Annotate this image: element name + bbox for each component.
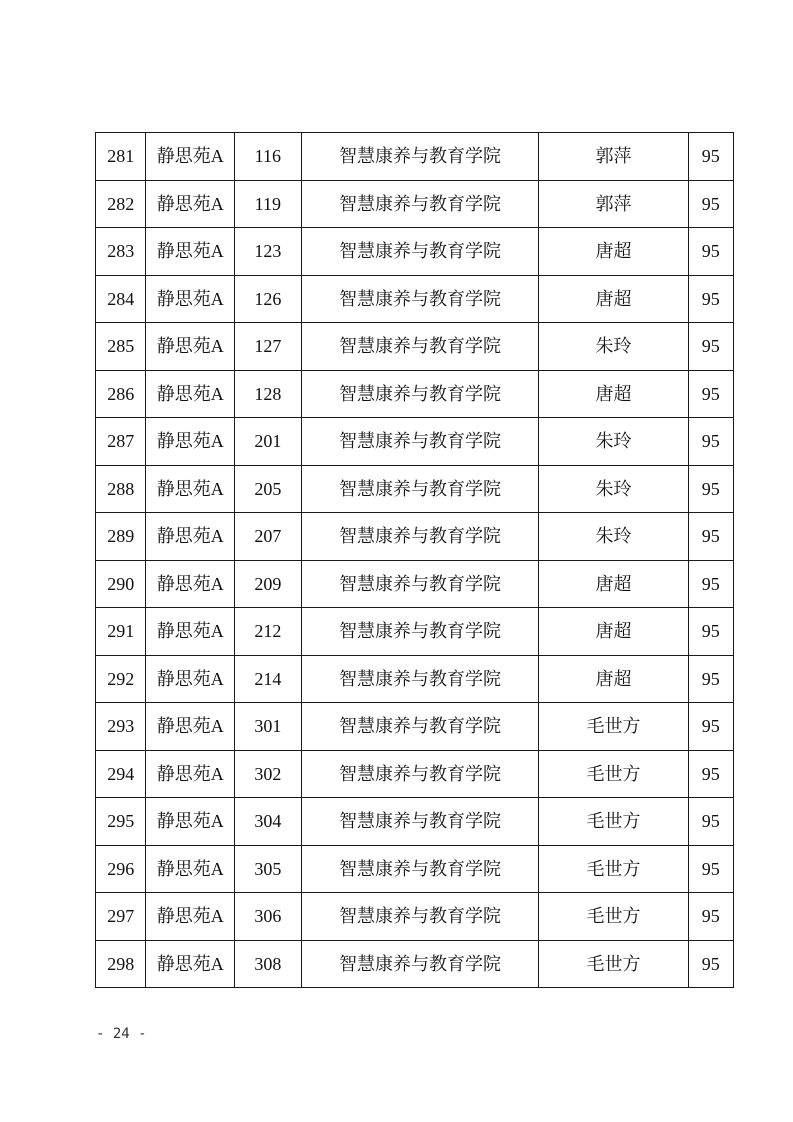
college-cell: 智慧康养与教育学院 <box>301 893 539 941</box>
score-cell: 95 <box>688 228 733 276</box>
teacher-cell: 唐超 <box>539 275 688 323</box>
teacher-cell: 郭萍 <box>539 133 688 181</box>
score-cell: 95 <box>688 513 733 561</box>
table-row <box>96 275 734 323</box>
row-number-cell: 284 <box>96 275 146 323</box>
table-row <box>96 940 734 988</box>
score-cell: 95 <box>688 275 733 323</box>
college-cell: 智慧康养与教育学院 <box>301 180 539 228</box>
teacher-cell: 毛世方 <box>539 893 688 941</box>
building-cell: 静思苑A <box>146 228 235 276</box>
college-cell: 智慧康养与教育学院 <box>301 513 539 561</box>
row-number-cell: 298 <box>96 940 146 988</box>
room-number-cell: 304 <box>235 798 302 846</box>
score-cell: 95 <box>688 798 733 846</box>
room-number-cell: 212 <box>235 608 302 656</box>
row-number-cell: 290 <box>96 560 146 608</box>
building-cell: 静思苑A <box>146 180 235 228</box>
teacher-cell: 朱玲 <box>539 418 688 466</box>
score-cell: 95 <box>688 418 733 466</box>
row-number-cell: 297 <box>96 893 146 941</box>
teacher-cell: 毛世方 <box>539 940 688 988</box>
teacher-cell: 唐超 <box>539 608 688 656</box>
college-cell: 智慧康养与教育学院 <box>301 845 539 893</box>
row-number-cell: 281 <box>96 133 146 181</box>
building-cell: 静思苑A <box>146 750 235 798</box>
table-row <box>96 560 734 608</box>
college-cell: 智慧康养与教育学院 <box>301 940 539 988</box>
score-cell: 95 <box>688 560 733 608</box>
table-row <box>96 370 734 418</box>
building-cell: 静思苑A <box>146 370 235 418</box>
college-cell: 智慧康养与教育学院 <box>301 560 539 608</box>
college-cell: 智慧康养与教育学院 <box>301 798 539 846</box>
building-cell: 静思苑A <box>146 418 235 466</box>
college-cell: 智慧康养与教育学院 <box>301 323 539 371</box>
college-cell: 智慧康养与教育学院 <box>301 370 539 418</box>
score-cell: 95 <box>688 940 733 988</box>
room-number-cell: 301 <box>235 703 302 751</box>
teacher-cell: 朱玲 <box>539 513 688 561</box>
room-number-cell: 123 <box>235 228 302 276</box>
college-cell: 智慧康养与教育学院 <box>301 608 539 656</box>
teacher-cell: 唐超 <box>539 370 688 418</box>
room-number-cell: 302 <box>235 750 302 798</box>
score-cell: 95 <box>688 608 733 656</box>
table-row <box>96 703 734 751</box>
college-cell: 智慧康养与教育学院 <box>301 465 539 513</box>
building-cell: 静思苑A <box>146 323 235 371</box>
room-number-cell: 209 <box>235 560 302 608</box>
table-row <box>96 513 734 561</box>
college-cell: 智慧康养与教育学院 <box>301 133 539 181</box>
row-number-cell: 282 <box>96 180 146 228</box>
row-number-cell: 285 <box>96 323 146 371</box>
building-cell: 静思苑A <box>146 608 235 656</box>
building-cell: 静思苑A <box>146 798 235 846</box>
college-cell: 智慧康养与教育学院 <box>301 228 539 276</box>
building-cell: 静思苑A <box>146 133 235 181</box>
table-row <box>96 133 734 181</box>
room-number-cell: 306 <box>235 893 302 941</box>
table-row <box>96 798 734 846</box>
room-number-cell: 214 <box>235 655 302 703</box>
room-number-cell: 128 <box>235 370 302 418</box>
table-row <box>96 228 734 276</box>
teacher-cell: 毛世方 <box>539 750 688 798</box>
score-cell: 95 <box>688 180 733 228</box>
room-number-cell: 126 <box>235 275 302 323</box>
score-cell: 95 <box>688 655 733 703</box>
table-row <box>96 180 734 228</box>
teacher-cell: 郭萍 <box>539 180 688 228</box>
teacher-cell: 唐超 <box>539 655 688 703</box>
score-cell: 95 <box>688 323 733 371</box>
table-row <box>96 465 734 513</box>
row-number-cell: 296 <box>96 845 146 893</box>
teacher-cell: 朱玲 <box>539 465 688 513</box>
row-number-cell: 287 <box>96 418 146 466</box>
room-number-cell: 116 <box>235 133 302 181</box>
row-number-cell: 286 <box>96 370 146 418</box>
room-number-cell: 201 <box>235 418 302 466</box>
row-number-cell: 283 <box>96 228 146 276</box>
dormitory-score-table <box>95 132 734 988</box>
score-cell: 95 <box>688 370 733 418</box>
table-row <box>96 750 734 798</box>
building-cell: 静思苑A <box>146 655 235 703</box>
building-cell: 静思苑A <box>146 275 235 323</box>
score-cell: 95 <box>688 893 733 941</box>
college-cell: 智慧康养与教育学院 <box>301 703 539 751</box>
teacher-cell: 毛世方 <box>539 845 688 893</box>
room-number-cell: 308 <box>235 940 302 988</box>
score-cell: 95 <box>688 750 733 798</box>
teacher-cell: 毛世方 <box>539 703 688 751</box>
row-number-cell: 291 <box>96 608 146 656</box>
table-row <box>96 655 734 703</box>
table-row <box>96 418 734 466</box>
building-cell: 静思苑A <box>146 893 235 941</box>
table-row <box>96 608 734 656</box>
room-number-cell: 205 <box>235 465 302 513</box>
teacher-cell: 毛世方 <box>539 798 688 846</box>
row-number-cell: 289 <box>96 513 146 561</box>
row-number-cell: 295 <box>96 798 146 846</box>
building-cell: 静思苑A <box>146 513 235 561</box>
score-cell: 95 <box>688 133 733 181</box>
room-number-cell: 305 <box>235 845 302 893</box>
score-cell: 95 <box>688 845 733 893</box>
teacher-cell: 朱玲 <box>539 323 688 371</box>
building-cell: 静思苑A <box>146 845 235 893</box>
room-number-cell: 119 <box>235 180 302 228</box>
row-number-cell: 292 <box>96 655 146 703</box>
teacher-cell: 唐超 <box>539 560 688 608</box>
building-cell: 静思苑A <box>146 703 235 751</box>
table-row <box>96 893 734 941</box>
score-cell: 95 <box>688 465 733 513</box>
room-number-cell: 127 <box>235 323 302 371</box>
college-cell: 智慧康养与教育学院 <box>301 418 539 466</box>
table-row <box>96 845 734 893</box>
room-number-cell: 207 <box>235 513 302 561</box>
table-body <box>96 133 734 988</box>
college-cell: 智慧康养与教育学院 <box>301 655 539 703</box>
table-row <box>96 323 734 371</box>
teacher-cell: 唐超 <box>539 228 688 276</box>
college-cell: 智慧康养与教育学院 <box>301 275 539 323</box>
building-cell: 静思苑A <box>146 940 235 988</box>
building-cell: 静思苑A <box>146 465 235 513</box>
row-number-cell: 294 <box>96 750 146 798</box>
row-number-cell: 293 <box>96 703 146 751</box>
college-cell: 智慧康养与教育学院 <box>301 750 539 798</box>
score-cell: 95 <box>688 703 733 751</box>
page-number: - 24 - <box>96 1026 147 1042</box>
row-number-cell: 288 <box>96 465 146 513</box>
building-cell: 静思苑A <box>146 560 235 608</box>
